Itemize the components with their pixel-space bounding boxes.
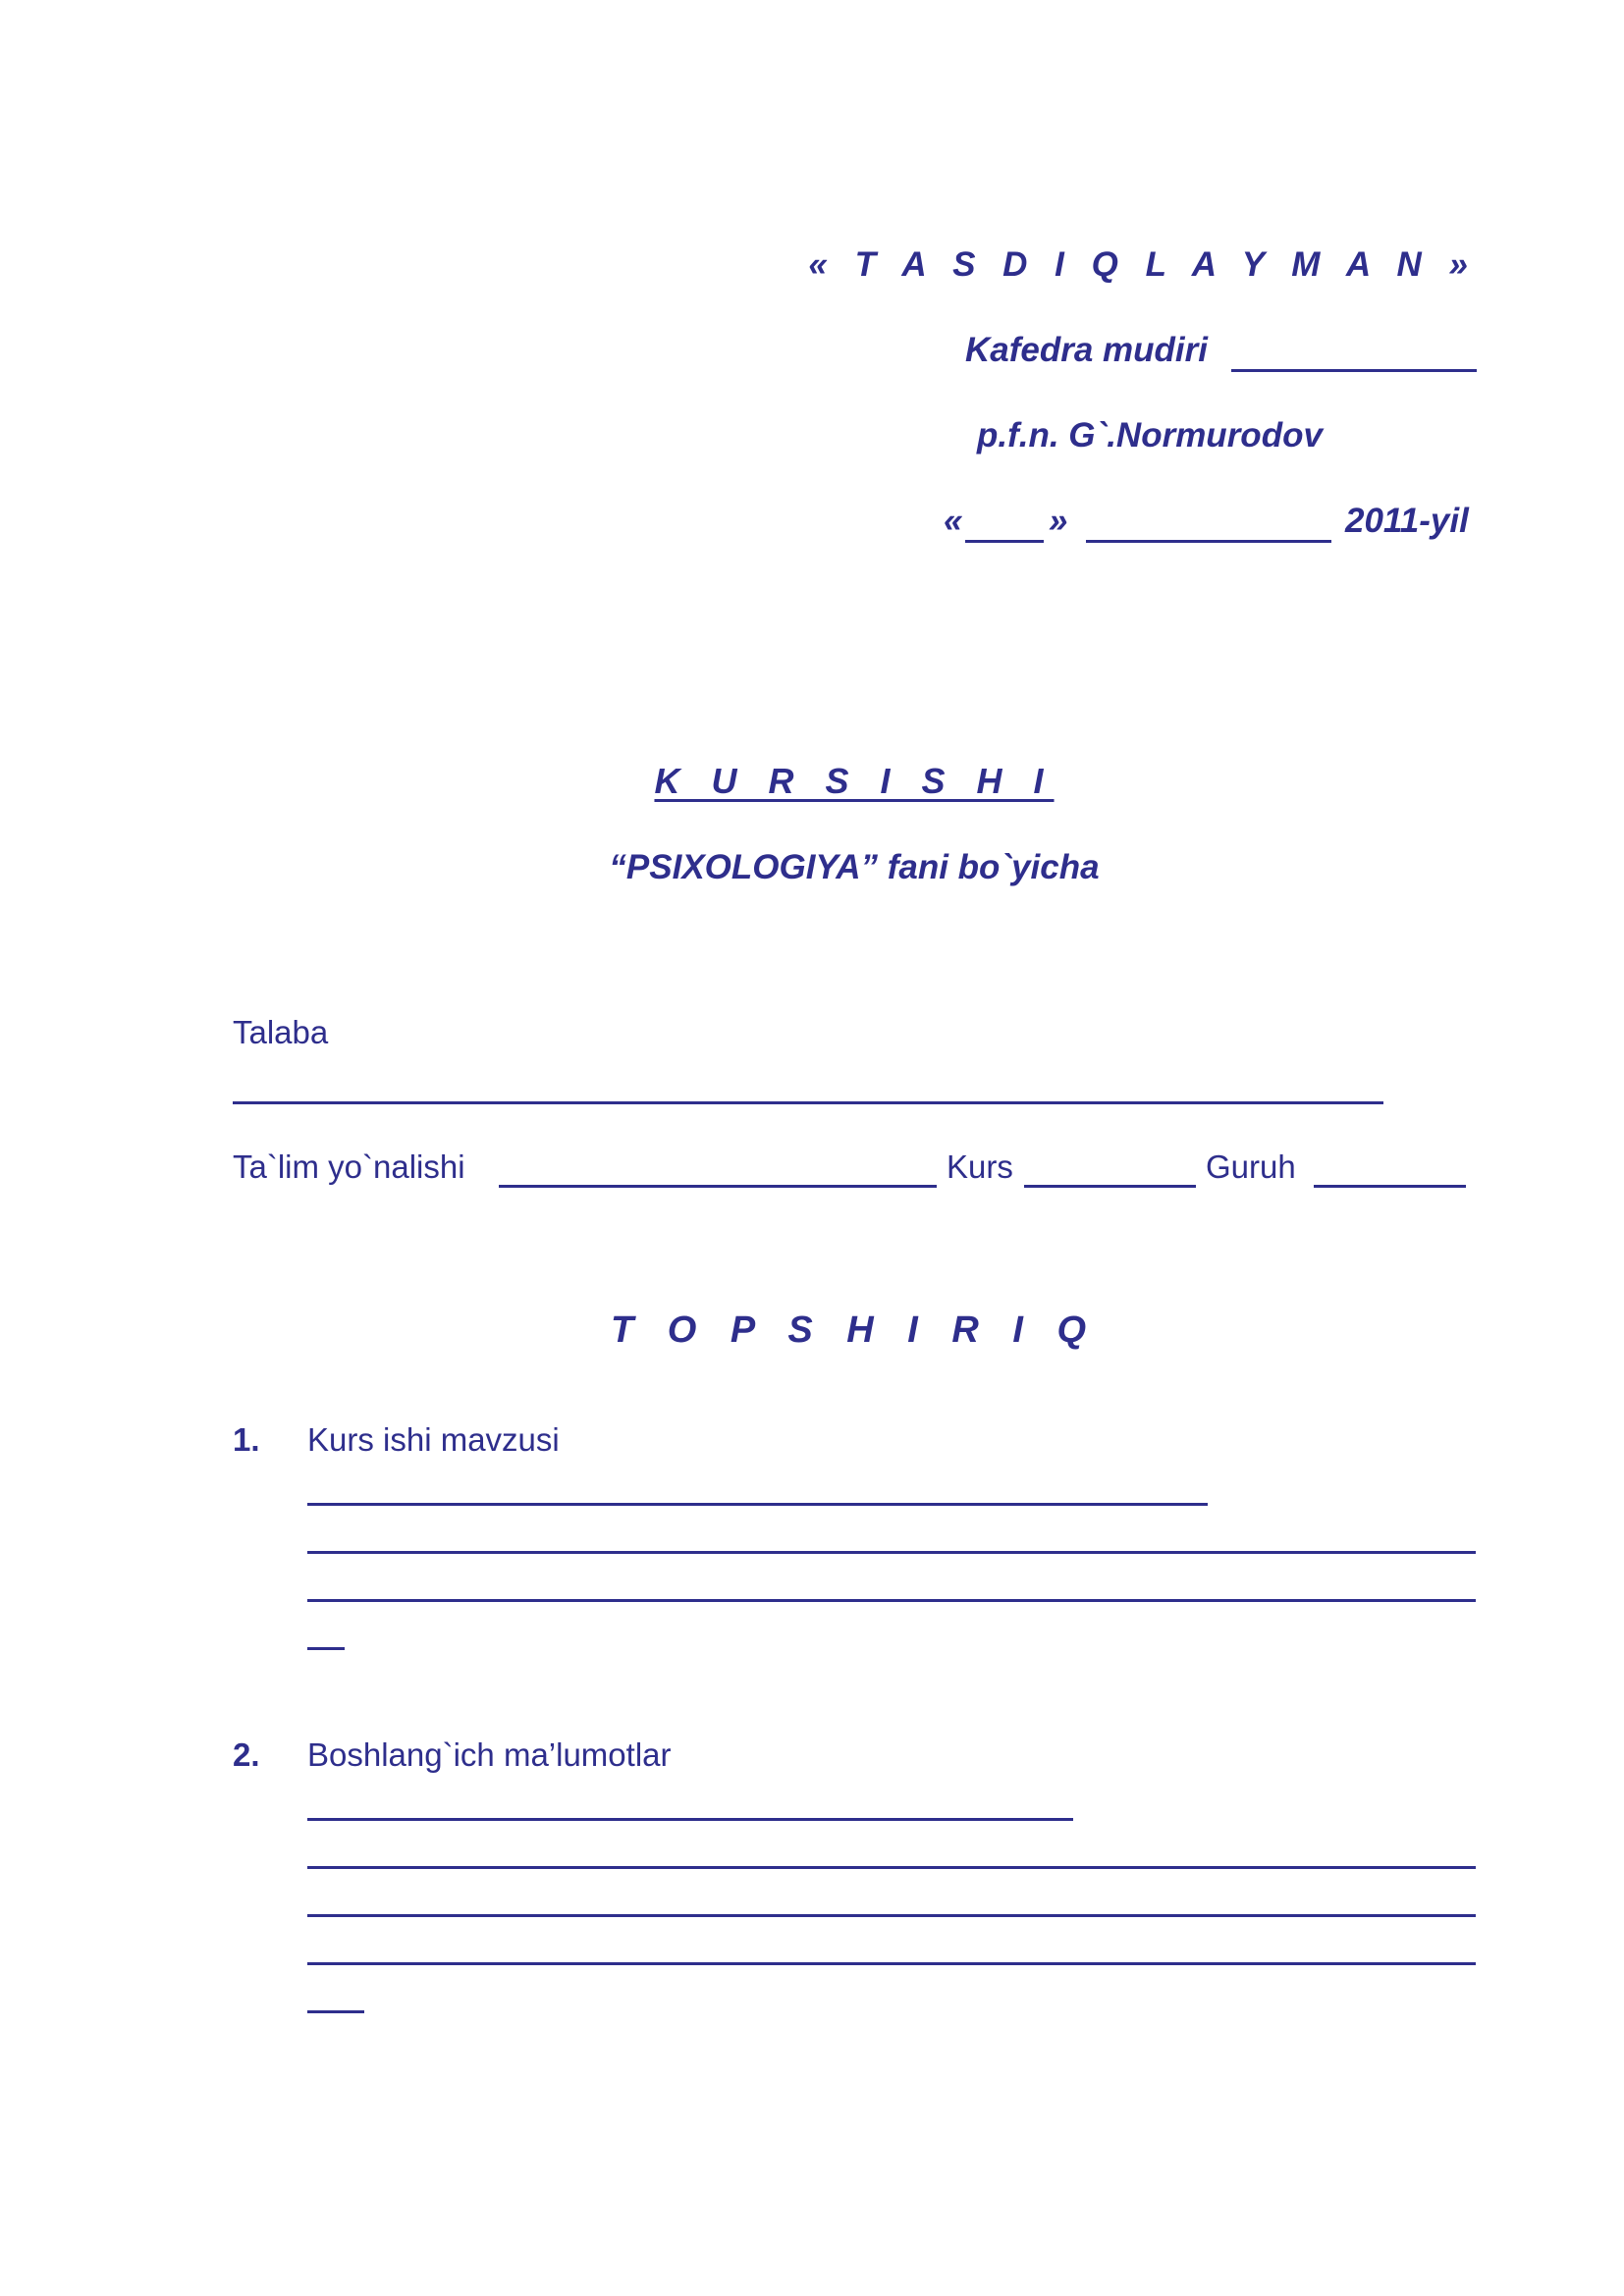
direction-line[interactable] (499, 1185, 937, 1188)
date-year: 2011-yil (1345, 502, 1469, 540)
answer-line[interactable] (307, 1503, 1208, 1506)
course-line[interactable] (1024, 1185, 1196, 1188)
group-label: Guruh (1206, 1148, 1296, 1185)
document-subtitle: “PSIXOLOGIYA” fani bo`yicha (609, 848, 1100, 886)
item-label: Boshlang`ich ma’lumotlar (307, 1736, 672, 1773)
assignment-title: T O P S H I R I Q (610, 1309, 1099, 1351)
answer-line[interactable] (307, 1551, 1476, 1554)
date-close-quote: » (1049, 502, 1068, 540)
answer-line[interactable] (307, 1914, 1476, 1917)
group-line[interactable] (1314, 1185, 1466, 1188)
item-number: 1. (233, 1421, 260, 1458)
signature-line[interactable] (1231, 369, 1477, 372)
document-title: K U R S I S H I (654, 761, 1055, 801)
answer-line[interactable] (307, 1647, 345, 1650)
date-month-line[interactable] (1086, 540, 1331, 543)
student-label: Talaba (233, 1014, 329, 1050)
answer-line[interactable] (307, 2010, 364, 2013)
answer-line[interactable] (307, 1599, 1476, 1602)
student-name-line[interactable] (233, 1101, 1383, 1104)
answer-line[interactable] (307, 1962, 1476, 1965)
answer-line[interactable] (307, 1866, 1476, 1869)
direction-label: Ta`lim yo`nalishi (233, 1148, 465, 1185)
approval-title: « T A S D I Q L A Y M A N » (808, 245, 1477, 284)
head-of-department-name: p.f.n. G`.Normurodov (977, 416, 1323, 454)
item-label: Kurs ishi mavzusi (307, 1421, 560, 1458)
date-day-line[interactable] (965, 540, 1044, 543)
answer-line[interactable] (307, 1818, 1073, 1821)
date-open-quote: « (944, 502, 963, 540)
course-label: Kurs (947, 1148, 1013, 1185)
head-of-department-label: Kafedra mudiri (965, 331, 1208, 369)
item-number: 2. (233, 1736, 260, 1773)
